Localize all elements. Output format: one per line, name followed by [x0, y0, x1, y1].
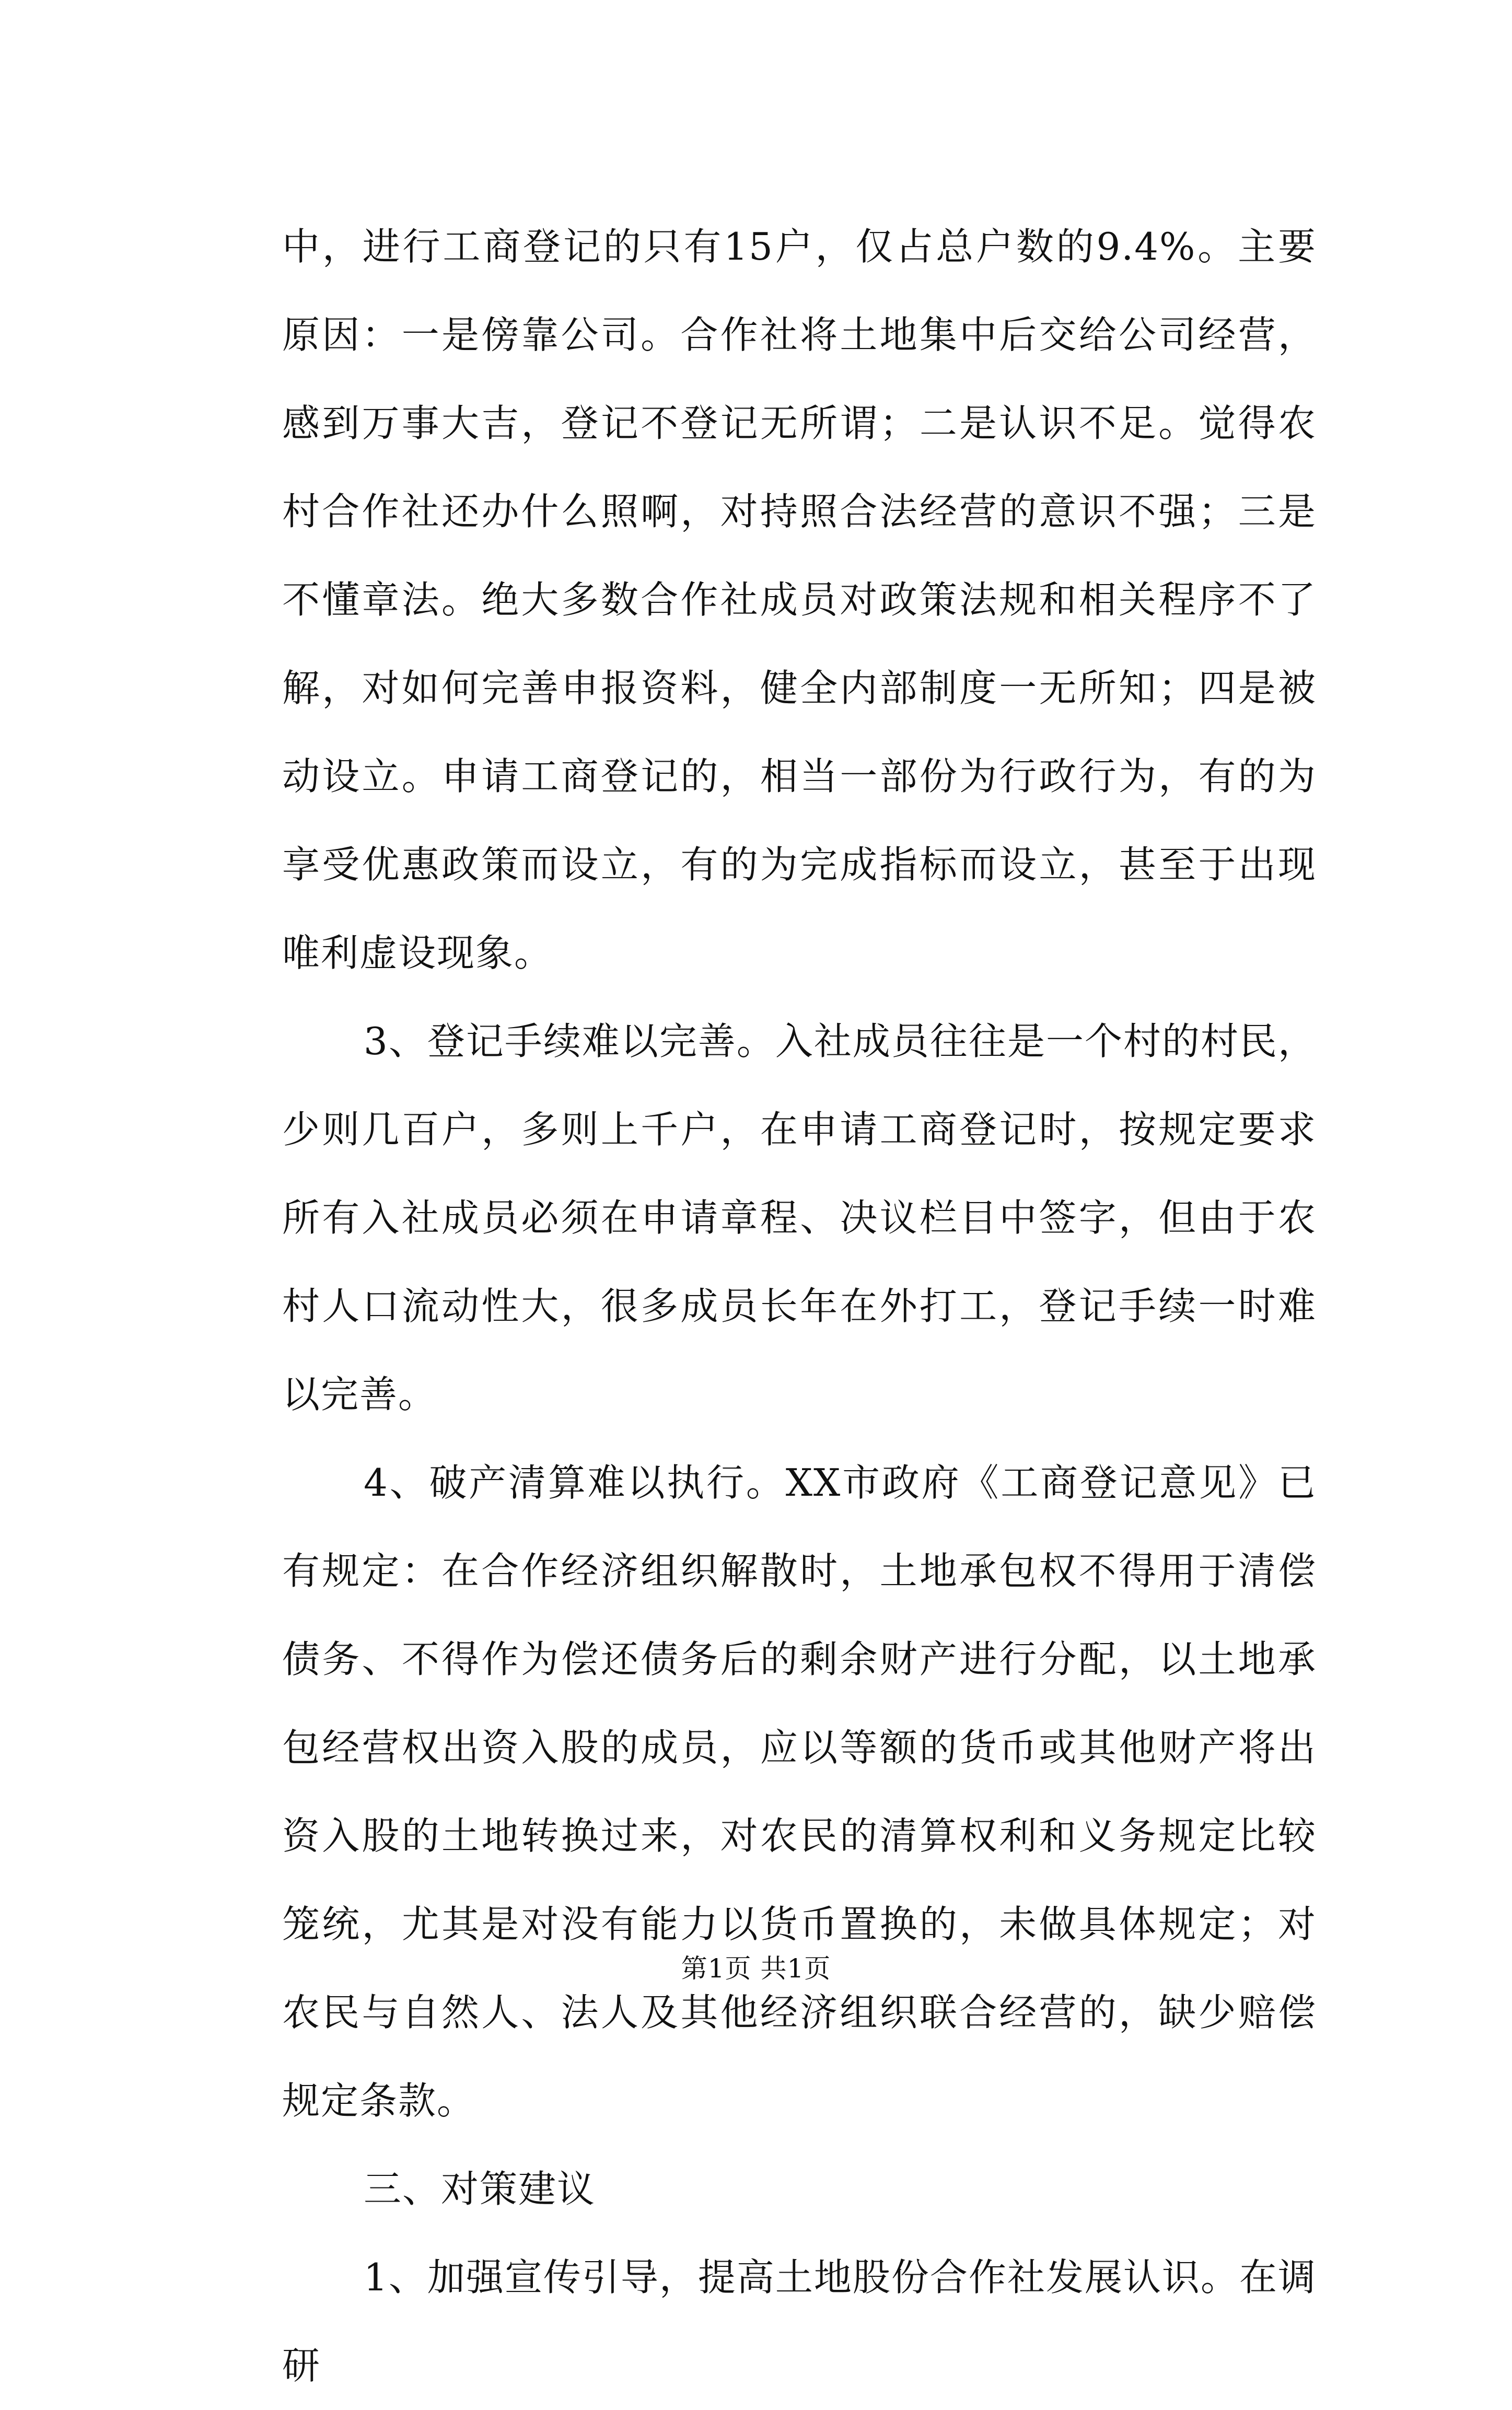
- section-heading-recommendations: 三、对策建议: [364, 2167, 596, 2211]
- paragraph-registration-reasons: 中，进行工商登记的只有15户，仅占总户数的9.4%。主要原因：一是傍靠公司。合作社将土地集中后交给公司经营，感到万事大吉，登记不登记无所谓；二是认识不足。觉得农村合作社还办什么照啊，对持照合法经营的意识不强；三是不懂章法。绝大多数合作社成员对政策法规和相关程序不了解，对如何完善申报资料，健全内部制度一无所知；四是被动设立。申请工商登记的，相当一部份为行政行为，有的为享受优惠政策而设立，有的为完成指标而设立，甚至于出现唯利虚设现象。: [282, 225, 1317, 975]
- paragraph-bankruptcy-liquidation: 4、破产清算难以执行。XX市政府《工商登记意见》已有规定：在合作经济组织解散时，土地承包权不得用于清偿债务、不得作为偿还债务后的剩余财产进行分配，以土地承包经营权出资入股的成员，应以等额的货币或其他财产将出资入股的土地转换过来，对农民的清算权利和义务规定比较笼统，尤其是对没有能力以货币置换的，未做具体规定；对农民与自然人、法人及其他经济组织联合经营的，缺少赔偿规定条款。: [282, 1461, 1317, 2123]
- paragraph-registration-procedures: 3、登记手续难以完善。入社成员往往是一个村的村民，少则几百户，多则上千户，在申请工商登记时，按规定要求所有入社成员必须在申请章程、决议栏目中签字，但由于农村人口流动性大，很多成员长年在外打工，登记手续一时难以完善。: [282, 1019, 1317, 1416]
- paragraph-recommendation-1: 1、加强宣传引导，提高土地股份合作社发展认识。在调研: [282, 2255, 1317, 2388]
- page-number-footer: 第1页 共1页: [681, 1953, 831, 1984]
- document-body: [282, 203, 1317, 2410]
